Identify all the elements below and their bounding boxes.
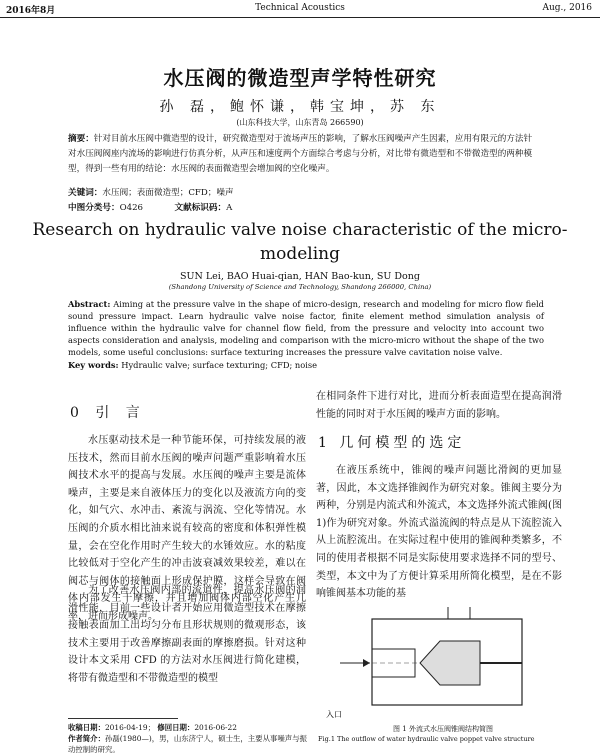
affiliation-english: (Shandong University of Science and Technology, Shandong 266000, China): [168, 283, 432, 291]
abstract-en-text: Aiming at the pressure valve in the shape of micro-design, research and modeling for micro flow field sound pressure impact. Learn hydraulic valve noise factor, finite element method simulation analysis of influence within the hydraulic valve for channel flow field, from the pressure and velocity into account two aspects consideration and analysis, modeling and comparison with the micro-micro without the shape of the two models, some useful conclusions: surface texturing increases the pressure valve cavitation noise valve.: [68, 299, 544, 357]
classification-row: [68, 201, 232, 213]
author-bio-text: 孙磊(1980—)，男，山东济宁人，硕士生，主要从事噪声与振动控制的研究。: [68, 734, 307, 754]
author-bio-label: 作者简介：: [68, 734, 105, 743]
keywords-cn-label: 关键词：: [68, 188, 103, 198]
running-header: [0, 0, 600, 18]
keywords-english: [68, 360, 317, 370]
authors-chinese: 孙 磊，鲍怀谦，韩宝坤，苏 东: [159, 99, 441, 115]
doc-code-value: A: [226, 203, 233, 213]
section-0-heading: 0 引 言: [70, 405, 146, 421]
abstract-en-label: Abstract:: [68, 299, 111, 309]
abstract-english: [68, 298, 544, 358]
keywords-cn-text: 水压阀；表面微造型；CFD；噪声: [102, 188, 234, 198]
figure-caption-chinese: 图 1 外流式水压阀锥阀结构简图: [393, 725, 493, 733]
figure-caption-english: Fig.1 The outflow of water hydraulic valve poppet valve structure: [318, 735, 535, 743]
inlet-arrow-head: [363, 659, 370, 667]
right-column-continuation: 在相同条件下进行对比，进而分析表面造型在提高润滑性能的同时对于水压阀的噪声方面的影响。: [316, 391, 562, 420]
received-label: 收稿日期：: [68, 723, 105, 732]
revised-date: 2016-06-22: [194, 723, 237, 732]
abstract-cn-label: 摘要：: [68, 134, 94, 144]
clc-value: O426: [119, 203, 144, 213]
title-english: Research on hydraulic valve noise characteristic of the micro-modeling: [32, 220, 568, 264]
keywords-en-label: Key words:: [68, 360, 119, 370]
header-rule: [0, 17, 600, 18]
abstract-cn-text: 针对目前水压阀中微造型的设计，研究微造型对于流场声压的影响，了解水压阀噪声产生因素，应用有限元的方法针对水压阀阀座内流场的影响进行仿真分析，从声压和速度两个方面综合考虑与分析，对比带有微造型和不带微造型的两种模型，得到一些有用的结论：水压阀的表面微造型会增加阀的空化噪声。: [68, 134, 533, 174]
inlet-label: 入口: [326, 710, 342, 719]
section-0-paragraph-2: 为了改善水压阀内部的流道性，提高水压阀的润滑性能，目前一些设计者开始应用微造型技术在摩擦接触表面加工出均匀分布且形状规则的微观形态，该技术主要用于改善摩擦副表面的摩擦磨损。针对这种设计本文采用 CFD 的方法对水压阀进行简化建模，将带有微造型和不带微造型的模型: [68, 585, 306, 684]
abstract-chinese: [68, 132, 538, 177]
header-journal: Technical Acoustics: [255, 3, 345, 13]
affiliation-chinese: (山东科技大学，山东青岛 266590): [236, 118, 364, 127]
authors-english: SUN Lei, BAO Huai-qian, HAN Bao-kun, SU Dong: [180, 271, 420, 282]
keywords-en-text: Hydraulic valve; surface texturing; CFD; noise: [121, 360, 318, 370]
clc-label: 中图分类号：: [68, 203, 120, 213]
header-date-en: Aug., 2016: [542, 3, 592, 13]
valve-structure-figure: [320, 605, 560, 723]
doc-code-label: 文献标识码：: [174, 203, 227, 213]
title-chinese: 水压阀的微造型声学特性研究: [163, 66, 437, 90]
keywords-chinese: [68, 186, 234, 198]
header-date-cn: 2016年8月: [6, 6, 56, 16]
section-1-heading: 1 几何模型的选定: [318, 435, 466, 451]
section-1-paragraph-1: 在液压系统中，锥阀的噪声问题比滑阀的更加显著，因此，本文选择锥阀作为研究对象。锥阀主要分为两种，分别是内流式和外流式，本文选择外流式锥阀(图 1)作为研究对象。外流式溢流阀的特点是从下流腔流入从上流腔流出。在实际过程中使用的锥阀种类繁多，不同的使用者根据不同是实际使用要求选择不同的型号、类型，本文中为了方便计算采用所简化模型，是在不影响锥阀基本功能的基: [316, 465, 562, 600]
received-date: 2016-04-19；: [104, 723, 155, 732]
footnote-dates: [68, 722, 237, 733]
footnote-author: [68, 733, 308, 754]
revised-label: 修回日期：: [157, 723, 195, 732]
section-0-paragraph-1: 水压驱动技术是一种节能环保，可持续发展的液压技术，然而目前水压阀的噪声问题严重影响着水压阀技术水平的提高与发展。水压阀的噪声主要是流体噪声，主要是来自液体压力的变化以及液流方向的变化，如气穴、水冲击、紊流与涡流、空化等情况。水压阀的介质水相比油来说有较高的密度和体积弹性模量，会在空化作用时产生较大的水锤效应。水的粘度比较低对于空化产生的冲击波衰减效果较差，难以在阀芯与阀体的接触面上形成保护膜，这样会导致在阀体内部发生干摩擦，并且增加阀体内部空化产生几率，进而形成噪声。: [68, 435, 306, 622]
footnote-rule: [68, 718, 178, 719]
poppet-cone: [420, 641, 480, 685]
